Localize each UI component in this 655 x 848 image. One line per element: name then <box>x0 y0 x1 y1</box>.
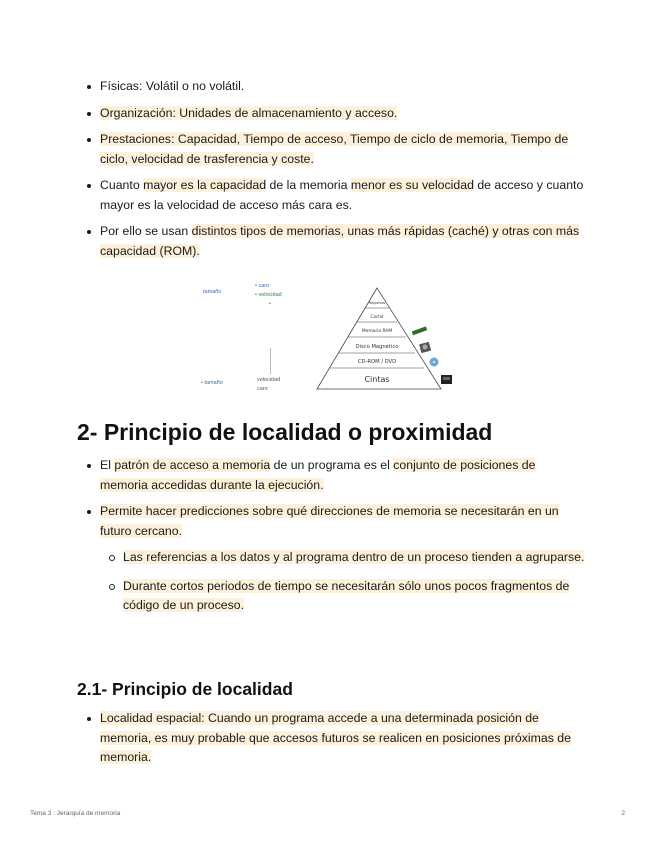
list-item <box>86 502 586 616</box>
footer-title: Tema 3 : Jerarquía de memoria <box>30 810 121 817</box>
pyramid-level-tapes: Cintas <box>364 375 390 384</box>
text-segment: de un programa es el <box>270 458 394 472</box>
highlighted-text: mayor es la capacidad <box>143 178 267 192</box>
list-item <box>86 709 586 768</box>
highlighted-text: Organización: Unidades de almacenamiento y acceso. <box>100 105 398 120</box>
text-segment: de acceso y cuanto mayor es la velocidad de acceso más cara es. <box>100 178 584 212</box>
list-item-text <box>100 504 559 538</box>
nested-bullet-list <box>100 548 586 616</box>
optical-disc-icon <box>430 358 439 367</box>
memory-pyramid <box>315 285 475 395</box>
highlighted-text: conjunto de posiciones de memoria accedidas durante la ejecución. <box>100 458 536 492</box>
list-item <box>86 130 586 169</box>
tape-cartridge-icon <box>441 375 452 384</box>
text-segment: El <box>100 458 115 472</box>
pyramid-level-optical: CD-ROM / DVD <box>357 359 397 365</box>
figure-label-speed-bottom: velocidad <box>257 377 281 383</box>
pyramid-level-ram: Memoria RAM <box>361 329 393 334</box>
pyramid-level-registers: Registros <box>368 301 386 305</box>
list-item <box>86 77 586 97</box>
text-segment: de la memoria <box>266 178 351 192</box>
subsection-title: 2.1- Principio de localidad <box>77 679 293 699</box>
highlighted-text: Permite hacer predicciones sobre qué direcciones de memoria se necesitarán en un futuro cercano. <box>100 504 559 538</box>
figure-label-expensive: • caro <box>255 283 270 289</box>
figure-label-size-bottom: • tamaño <box>201 380 223 386</box>
section-title: 2- Principio de localidad o proximidad <box>77 419 493 445</box>
section21-bullet-list <box>86 709 586 775</box>
intro-bullet-list <box>86 77 586 268</box>
highlighted-text: menor es su velocidad <box>350 178 474 192</box>
highlighted-text: Las referencias a los datos y al programa dentro de un proceso tienden a agruparse. <box>123 550 585 564</box>
hard-disk-icon <box>419 342 431 353</box>
figure-label-expensive-bottom: caro <box>257 386 268 392</box>
highlighted-text: Localidad espacial: Cuando un programa accede a una determinada posición de memoria, es muy probable que accesos futuros se realicen en posiciones próximas de memoria. <box>100 711 571 764</box>
nested-list-item <box>100 548 586 568</box>
text-segment: Por ello se usan <box>100 224 192 238</box>
list-item <box>86 104 586 124</box>
figure-arrow-line <box>270 348 271 374</box>
list-item <box>86 456 586 495</box>
page-number: 2 <box>621 810 625 817</box>
highlighted-text: patrón de acceso a memoria <box>114 458 271 472</box>
nested-list-item <box>100 577 586 616</box>
figure-label-dot: • <box>269 301 271 307</box>
figure-label-speed: • velocidad <box>255 292 282 298</box>
highlighted-text: Durante cortos periodos de tiempo se necesitarán sólo unos pocos fragmentos de código de un proceso. <box>123 578 570 612</box>
memory-hierarchy-figure <box>195 280 475 395</box>
text-segment: Cuanto <box>100 178 144 192</box>
section2-bullet-list <box>86 456 586 625</box>
highlighted-text: distintos tipos de memorias, unas más rápidas (caché) y otras con más capacidad (ROM). <box>100 224 580 258</box>
list-item <box>86 222 586 261</box>
pyramid-level-disk: Disco Magnético <box>355 344 399 350</box>
pyramid-level-cache: Caché <box>370 314 384 319</box>
text-segment: Físicas: Volátil o no volátil. <box>100 79 245 93</box>
ram-module-icon <box>412 326 427 335</box>
figure-label-size: tamaño <box>203 289 222 295</box>
list-item <box>86 176 586 215</box>
highlighted-text: Prestaciones: Capacidad, Tiempo de acceso, Tiempo de ciclo de memoria, Tiempo de ciclo, velocidad de trasferencia y coste. <box>100 132 569 166</box>
